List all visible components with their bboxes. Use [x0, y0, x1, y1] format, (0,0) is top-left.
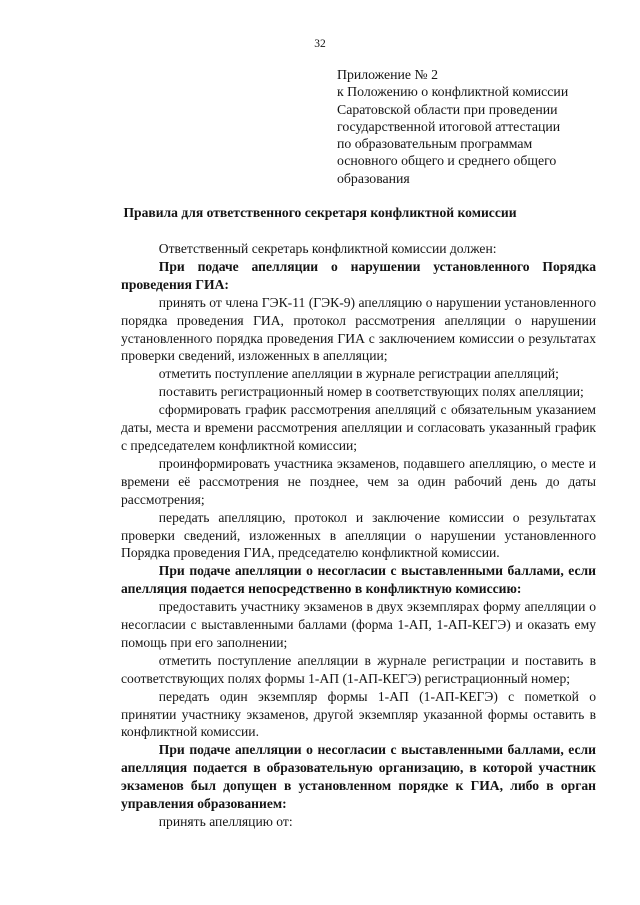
- paragraph: предоставить участнику экзаменов в двух экземплярах форму апелляции о несогласии с выставленными баллами (форма 1-АП, 1-АП-КЕГЭ) и оказать ему помощь при его заполнении;: [121, 599, 596, 650]
- paragraph: отметить поступление апелляции в журнале регистрации апелляций;: [158, 366, 559, 382]
- document-body: [121, 240, 596, 831]
- paragraph: отметить поступление апелляции в журнале регистрации и поставить в соответствующих полях формы 1-АП (1-АП-КЕГЭ) регистрационный номер;: [121, 652, 596, 686]
- page-number: 32: [314, 38, 326, 50]
- appendix-line: к Положению о конфликтной комиссии: [337, 84, 569, 100]
- section-heading: При подаче апелляции о несогласии с выставленными баллами, если апелляция подается в образовательную организацию, в которой участник экзаменов был допущен в установленном порядке к ГИА, либо в орган управления образованием:: [121, 742, 596, 812]
- section-heading: При подаче апелляции о нарушении установленного Порядка проведения ГИА:: [121, 258, 596, 292]
- paragraph: передать один экземпляр формы 1-АП (1-АП-КЕГЭ) с пометкой о принятии участнику экзаменов, другой экземпляр указанной формы оставить в конфликтной комиссии.: [121, 688, 596, 740]
- appendix-line: образования: [337, 170, 410, 186]
- paragraph: принять от члена ГЭК-11 (ГЭК-9) апелляцию о нарушении установленного порядка проведения ГИА, протокол рассмотрения апелляции о нарушении установленного порядка проведения ГИА с заключением комиссии о результатах проверки сведений, изложенных в апелляции;: [121, 294, 596, 364]
- appendix-line: Саратовской области при проведении: [337, 101, 558, 117]
- appendix-header: [337, 66, 627, 187]
- paragraph: проинформировать участника экзаменов, подавшего апелляцию, о месте и времени её рассмотрения не позднее, чем за один рабочий день до даты рассмотрения;: [121, 455, 596, 507]
- paragraph: поставить регистрационный номер в соответствующих полях апелляции;: [158, 384, 584, 400]
- paragraph: Ответственный секретарь конфликтной комиссии должен:: [158, 241, 497, 256]
- appendix-line: основного общего и среднего общего: [337, 153, 557, 169]
- appendix-line: государственной итоговой аттестации: [337, 118, 561, 134]
- paragraph: сформировать график рассмотрения апелляций с обязательным указанием даты, места и времени рассмотрения апелляции и согласовать указанный график с председателем конфликтной комиссии;: [121, 402, 596, 453]
- section-heading: При подаче апелляции о несогласии с выставленными баллами, если апелляция подается непосредственно в конфликтную комиссию:: [121, 563, 596, 597]
- document-title: Правила для ответственного секретаря конфликтной комиссии: [123, 205, 517, 220]
- paragraph: принять апелляцию от:: [158, 814, 293, 829]
- appendix-line: по образовательным программам: [337, 136, 533, 152]
- paragraph: передать апелляцию, протокол и заключение комиссии о результатах проверки сведений, изложенных в апелляции о нарушении установленного Порядка проведения ГИА, председателю конфликтной комиссии.: [121, 509, 596, 561]
- appendix-line: Приложение № 2: [337, 67, 439, 82]
